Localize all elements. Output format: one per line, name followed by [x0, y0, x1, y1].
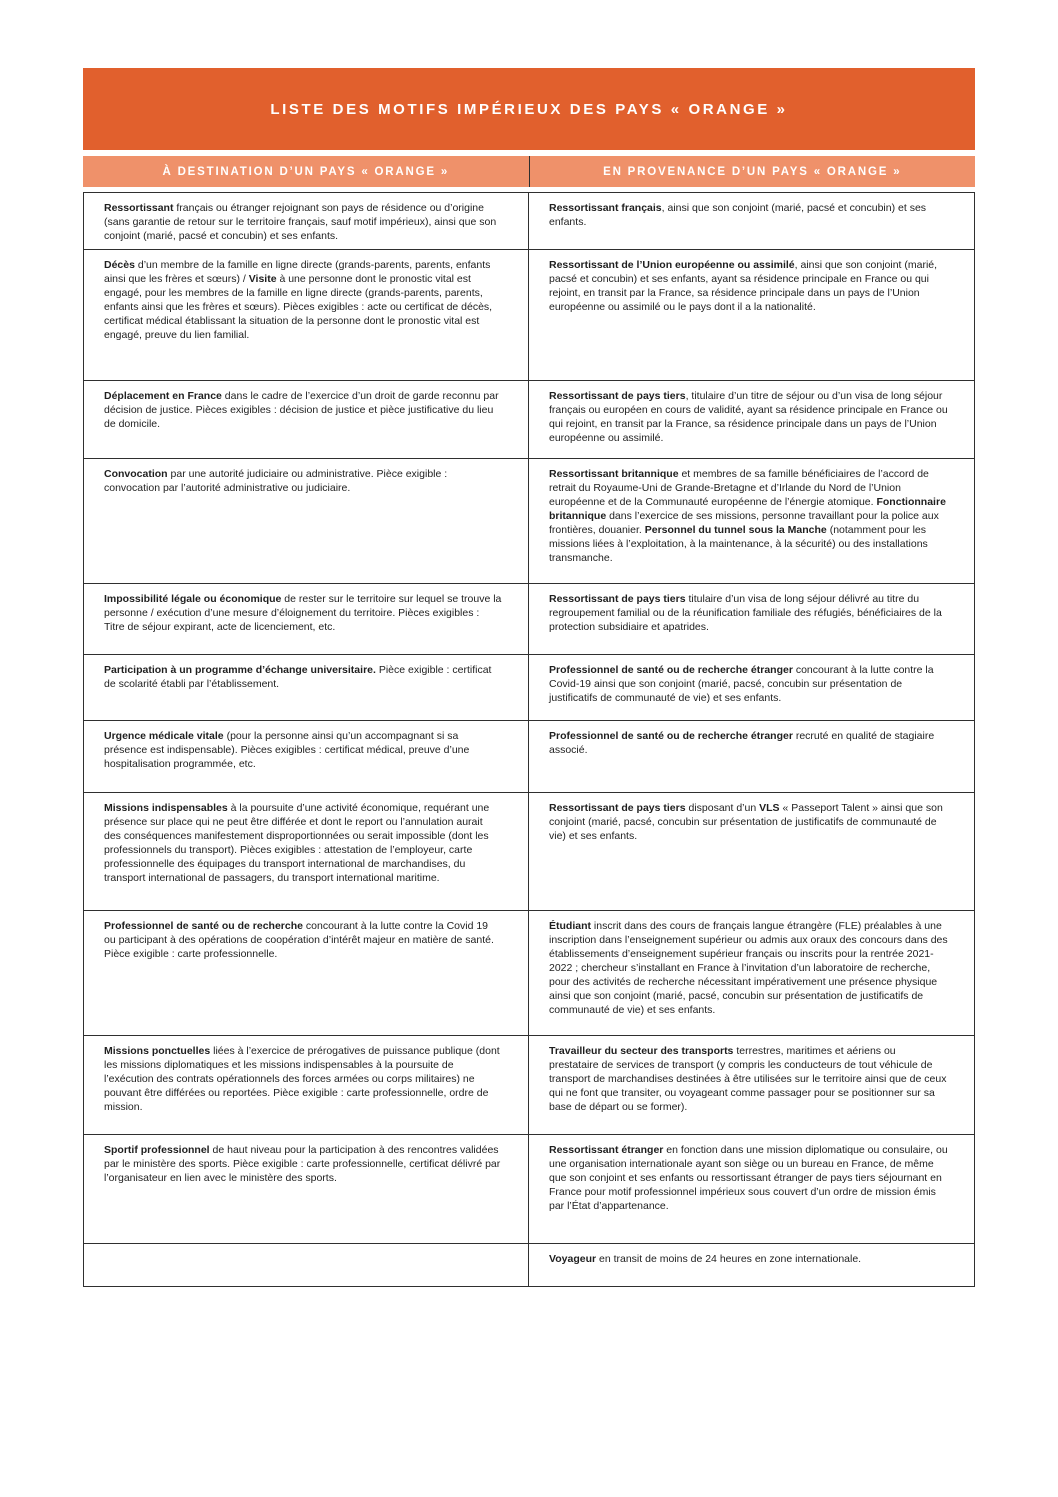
cell-destination: Sportif professionnel de haut niveau pour la participation à des rencontres validées par le ministère des sports. Pièce exigible : carte professionnelle, certificat délivré par l’organisateur en lien avec le ministère des sports.	[84, 1135, 529, 1243]
cell-provenance: Ressortissant britannique et membres de sa famille bénéficiaires de l’accord de retrait du Royaume-Uni de Grande-Bretagne et d’Irlande du Nord de l’Union européenne et de la Communauté européenne de l’énergie atomique. Fonctionnaire britannique dans l’exercice de ses missions, personne travaillant pour la police aux frontières, douanier. Personnel du tunnel sous la Manche (notamment pour les missions liées à l’exploitation, à la maintenance, à la sécurité) ou des installations transmanche.	[549, 468, 946, 564]
column-header-provenance: EN PROVENANCE D’UN PAYS « ORANGE »	[530, 156, 976, 187]
cell-destination: Professionnel de santé ou de recherche concourant à la lutte contre la Covid 19 ou participant à des opérations de coopération d’intérêt majeur en matière de santé. Pièce exigible : carte professionnelle.	[84, 911, 529, 1035]
cell-destination: Missions indispensables à la poursuite d’une activité économique, requérant une présence sur place qui ne peut être différée et dont le report ou l’annulation aurait des conséquences manifestement disproportionnées ou serait impossible (dont les professionnels du transport). Pièces exigibles : attestation de l’employeur, carte professionnelle des équipages du transport international de marchandises, du transport international de passagers, du transport international maritime.	[84, 793, 529, 910]
cell-provenance: Étudiant inscrit dans des cours de français langue étrangère (FLE) préalables à une inscription dans l’enseignement supérieur ou admis aux oraux des concours dans des établissements d’enseignement supérieur français ou inscrits pour la rentrée 2021-2022 ; chercheur s’installant en France à l’invitation d’un laboratoire de recherche, pour des activités de recherche nécessitant impérativement une présence physique ainsi que son conjoint (marié, pacsé, concubin sur présentation de justificatifs de communauté de vie) et ses enfants.	[549, 920, 948, 1016]
cell-provenance: Professionnel de santé ou de recherche étranger recruté en qualité de stagiaire associé.	[549, 730, 935, 756]
table-row	[84, 910, 974, 1035]
column-header-destination: À DESTINATION D’UN PAYS « ORANGE »	[83, 156, 530, 187]
motifs-table	[83, 192, 975, 1287]
cell-destination: Missions ponctuelles liées à l’exercice de prérogatives de puissance publique (dont les missions diplomatiques et les missions indispensables à la poursuite de l’exécution des contrats opérationnels des forces armées ou corps militaires) ne pouvant être différées ou reportées. Pièce exigible : carte professionnelle, ordre de mission.	[84, 1036, 529, 1134]
cell-provenance: Voyageur en transit de moins de 24 heures en zone internationale.	[549, 1253, 862, 1265]
cell-destination: Ressortissant français ou étranger rejoignant son pays de résidence ou d’origine (sans garantie de retour sur le territoire français, sauf motif impérieux), ainsi que son conjoint (marié, pacsé et concubin) et ses enfants.	[84, 193, 529, 249]
table-row	[84, 1035, 974, 1134]
table-row	[84, 193, 974, 249]
table-row	[84, 380, 974, 458]
column-header-row	[83, 156, 975, 187]
table-row	[84, 792, 974, 910]
cell-provenance: Ressortissant de pays tiers disposant d’un VLS « Passeport Talent » ainsi que son conjoint (marié, pacsé, concubin sur présentation de justificatifs de communauté de vie) et ses enfants.	[549, 802, 943, 842]
cell-provenance: Ressortissant de l’Union européenne ou assimilé, ainsi que son conjoint (marié, pacsé et concubin) et ses enfants, ayant sa résidence principale en France ou qui rejoint, en transit par la France, sa résidence principale dans un pays de l’Union européenne ou assimilé ou le pays dont il a la nationalité.	[549, 259, 938, 313]
table-row	[84, 583, 974, 654]
title-band	[83, 68, 975, 150]
cell-destination	[84, 1244, 529, 1286]
cell-destination: Décès d’un membre de la famille en ligne directe (grands-parents, parents, enfants ainsi que les frères et sœurs) / Visite à une personne dont le pronostic vital est engagé, pour les membres de la famille en ligne directe (grands-parents, parents, enfants ainsi que les frères et sœurs). Pièces exigibles : acte ou certificat de décès, certificat médical établissant la situation de la personne dont le pronostic vital est engagé, preuve du lien familial.	[84, 250, 529, 380]
page-title: LISTE DES MOTIFS IMPÉRIEUX DES PAYS « ORANGE »	[270, 100, 788, 118]
cell-destination: Convocation par une autorité judiciaire ou administrative. Pièce exigible : convocation par l’autorité administrative ou judiciaire.	[84, 459, 529, 583]
cell-destination: Impossibilité légale ou économique de rester sur le territoire sur lequel se trouve la personne / exécution d’une mesure d’éloignement du territoire. Pièces exigibles : Titre de séjour expirant, acte de licenciement, etc.	[84, 584, 529, 654]
cell-provenance: Ressortissant français, ainsi que son conjoint (marié, pacsé et concubin) et ses enfants.	[549, 202, 927, 228]
table-row	[84, 1134, 974, 1243]
table-row	[84, 458, 974, 583]
cell-provenance: Travailleur du secteur des transports terrestres, maritimes et aériens ou prestataire de services de transport (y compris les conducteurs de tout véhicule de transport de marchandises destinées à être utilisées sur le territoire ainsi que de ceux qui ne font que transiter, ou voyageant comme passager pour se positionner sur sa base de départ ou se former).	[549, 1045, 947, 1113]
cell-provenance: Ressortissant de pays tiers titulaire d’un visa de long séjour délivré au titre du regroupement familial ou de la réunification familiale des réfugiés, bénéficiaires de la protection subsidiaire et apatrides.	[549, 593, 942, 633]
cell-destination: Déplacement en France dans le cadre de l’exercice d’un droit de garde reconnu par décision de justice. Pièces exigibles : décision de justice et pièce justificative du lieu de domicile.	[84, 381, 529, 458]
cell-destination: Participation à un programme d’échange universitaire. Pièce exigible : certificat de scolarité établi par l’établissement.	[84, 655, 529, 720]
cell-provenance: Ressortissant de pays tiers, titulaire d’un titre de séjour ou d’un visa de long séjour français ou européen en cours de validité, ayant sa résidence principale en France ou qui rejoint, en transit par la France, sa résidence principale dans un pays de l’Union européenne ou assimilé.	[549, 390, 948, 444]
cell-destination: Urgence médicale vitale (pour la personne ainsi qu’un accompagnant si sa présence est indispensable). Pièces exigibles : certificat médical, preuve d’une hospitalisation programmée, etc.	[84, 721, 529, 792]
cell-provenance: Professionnel de santé ou de recherche étranger concourant à la lutte contre la Covid-19 ainsi que son conjoint (marié, pacsé, concubin sur présentation de justificatifs de communauté de vie) et ses enfants.	[549, 664, 934, 704]
cell-provenance: Ressortissant étranger en fonction dans une mission diplomatique ou consulaire, ou une organisation internationale ayant son siège ou un bureau en France, de même que son conjoint et ses enfants ou ressortissant étranger de pays tiers séjournant en France pour motif professionnel impérieux sous couvert d’un ordre de mission émis par l’État d’appartenance.	[549, 1144, 948, 1212]
table-row	[84, 1243, 974, 1286]
table-row	[84, 654, 974, 720]
table-row	[84, 720, 974, 792]
document-sheet	[83, 68, 975, 1287]
table-row	[84, 249, 974, 380]
